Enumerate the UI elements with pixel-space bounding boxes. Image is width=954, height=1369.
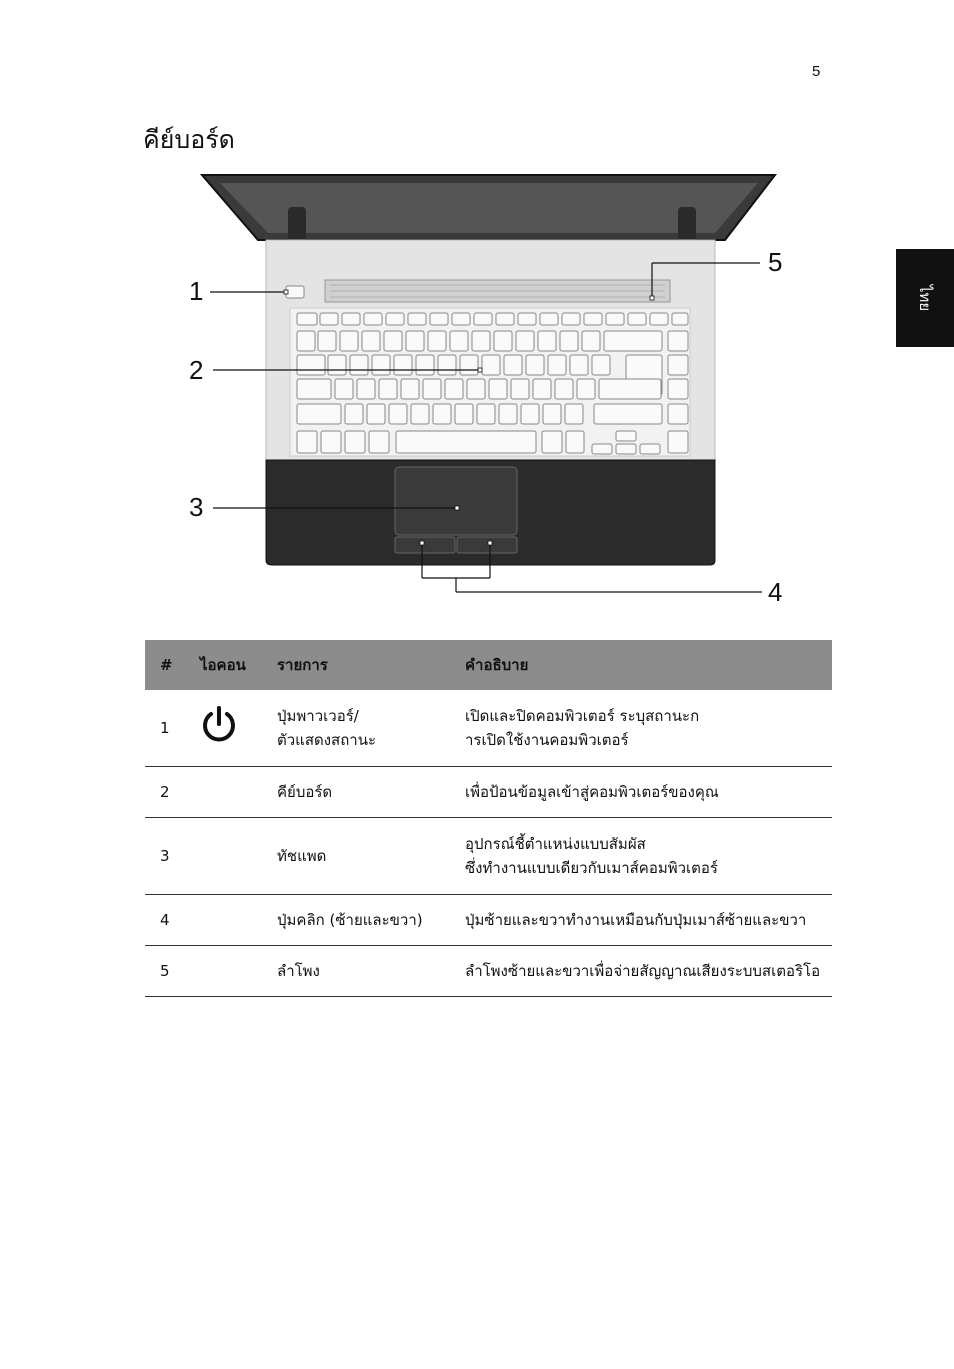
header-number: #	[145, 640, 185, 690]
callout-1: 1	[189, 276, 204, 306]
row-item: ปุ่มคลิก (ซ้ายและขวา)	[262, 895, 450, 946]
header-description: คำอธิบาย	[450, 640, 832, 690]
callout-3: 3	[189, 492, 204, 522]
row-item: ลำโพง	[262, 946, 450, 997]
row-description	[450, 690, 832, 767]
language-tab	[896, 249, 954, 347]
table-row	[145, 946, 832, 997]
language-tab-label: ไทย	[916, 284, 934, 312]
item-line: ปุ่มพาวเวอร์/	[277, 707, 359, 725]
component-table	[145, 640, 832, 997]
description-line: ซึ่งทำงานแบบเดียวกับเมาส์คอมพิวเตอร์	[465, 859, 718, 877]
description-line: ารเปิดใช้งานคอมพิวเตอร์	[465, 731, 629, 749]
callout-4: 4	[768, 577, 783, 607]
row-number: 3	[145, 818, 185, 895]
table-row	[145, 690, 832, 767]
laptop-keyboard-illustration	[180, 165, 800, 615]
row-item: ทัชแพด	[262, 818, 450, 895]
row-item	[262, 690, 450, 767]
callout-2: 2	[189, 355, 204, 385]
header-item: รายการ	[262, 640, 450, 690]
row-icon-cell	[185, 690, 262, 767]
header-icon: ไอคอน	[185, 640, 262, 690]
description-line: อุปกรณ์ชี้ตำแหน่งแบบสัมผัส	[465, 835, 646, 853]
row-item: คีย์บอร์ด	[262, 767, 450, 818]
page-number: 5	[812, 63, 821, 80]
callout-5: 5	[768, 247, 783, 277]
row-description: ลำโพงซ้ายและขวาเพื่อจ่ายสัญญาณเสียงระบบสเตอริโอ	[450, 946, 832, 997]
power-icon	[200, 706, 238, 744]
row-icon-cell	[185, 895, 262, 946]
item-line: ตัวแสดงสถานะ	[277, 731, 377, 749]
row-description: ปุ่มซ้ายและขวาทำงานเหมือนกับปุ่มเมาส์ซ้ายและขวา	[450, 895, 832, 946]
row-icon-cell	[185, 767, 262, 818]
row-number: 4	[145, 895, 185, 946]
row-description	[450, 818, 832, 895]
table-header-row	[145, 640, 832, 690]
table-row	[145, 767, 832, 818]
row-icon-cell	[185, 946, 262, 997]
row-icon-cell	[185, 818, 262, 895]
row-description: เพื่อป้อนข้อมูลเข้าสู่คอมพิวเตอร์ของคุณ	[450, 767, 832, 818]
page-title: คีย์บอร์ด	[143, 125, 235, 154]
description-line: เปิดและปิดคอมพิวเตอร์ ระบุสถานะก	[465, 707, 700, 725]
row-number: 1	[145, 690, 185, 767]
table-row	[145, 818, 832, 895]
row-number: 2	[145, 767, 185, 818]
row-number: 5	[145, 946, 185, 997]
table-row	[145, 895, 832, 946]
